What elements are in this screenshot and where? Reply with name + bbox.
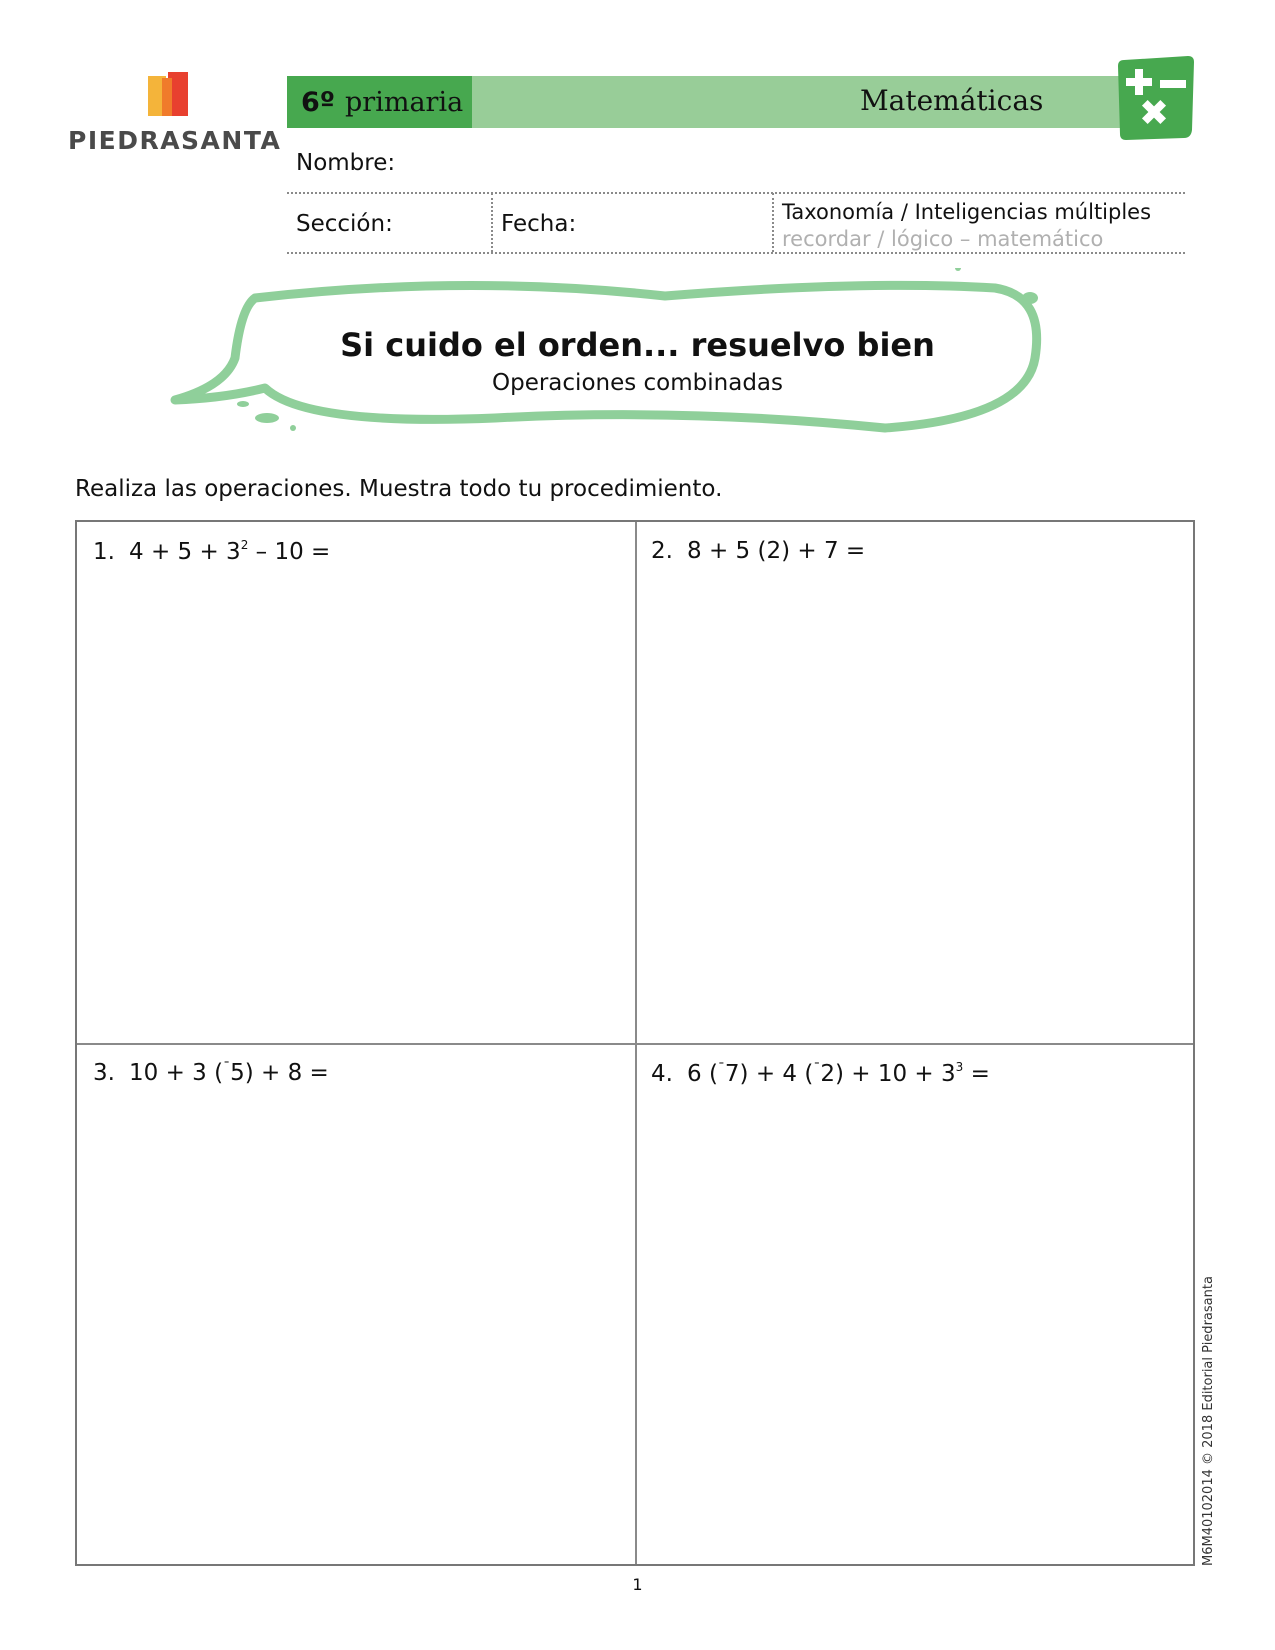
subject-title: Matemáticas — [860, 84, 1044, 117]
grade-badge — [287, 76, 472, 128]
page-number: 1 — [632, 1575, 643, 1594]
book-logo-icon — [144, 70, 194, 120]
negative-sign: ¯ — [813, 1061, 821, 1077]
problem-2 — [651, 538, 865, 564]
taxonomy-value: recordar / lógico – matemático — [782, 227, 1104, 251]
publisher-name: PIEDRASANTA — [68, 126, 282, 155]
exponent: 2 — [240, 538, 249, 552]
expression-part: 5) + 8 = — [230, 1060, 329, 1086]
expression-part: 7) + 4 ( — [724, 1061, 814, 1087]
grid-divider — [77, 1043, 1193, 1045]
problem-3 — [93, 1060, 329, 1086]
negative-sign: ¯ — [223, 1060, 231, 1076]
problem-4 — [651, 1060, 990, 1087]
expression-part: = — [963, 1061, 990, 1087]
dotted-divider — [772, 193, 774, 252]
date-label: Fecha: — [501, 211, 577, 237]
publisher-logo — [62, 66, 282, 166]
exponent: 3 — [955, 1060, 964, 1074]
expression: 8 + 5 (2) + 7 = — [687, 538, 866, 564]
expression-part: 6 ( — [687, 1061, 718, 1087]
dotted-divider — [491, 193, 493, 252]
grade-level: primaria — [345, 86, 464, 118]
name-label: Nombre: — [296, 150, 396, 176]
problem-number: 1. — [93, 539, 115, 565]
copyright-code: M6M40102014 © 2018 Editorial Piedrasanta — [1201, 1276, 1216, 1566]
dotted-divider — [287, 252, 1185, 254]
negative-sign: ¯ — [717, 1061, 725, 1077]
taxonomy-label: Taxonomía / Inteligencias múltiples — [782, 200, 1152, 224]
expression-part: 4 + 5 + 3 — [129, 539, 241, 565]
expression-part: 10 + 3 ( — [129, 1060, 224, 1086]
problem-number: 4. — [651, 1061, 673, 1087]
math-operations-icon — [1116, 54, 1196, 142]
grade-number: 6º — [301, 86, 336, 118]
expression-part: – 10 = — [248, 539, 331, 565]
problem-grid — [75, 520, 1195, 1566]
expression-part: 2) + 10 + 3 — [820, 1061, 956, 1087]
instructions: Realiza las operaciones. Muestra todo tu procedimiento. — [75, 476, 723, 502]
worksheet-title: Si cuido el orden... resuelvo bien — [340, 326, 935, 364]
problem-number: 3. — [93, 1060, 115, 1086]
problem-number: 2. — [651, 538, 673, 564]
worksheet-subtitle: Operaciones combinadas — [492, 370, 783, 396]
dotted-divider — [287, 192, 1185, 194]
section-label: Sección: — [296, 211, 393, 237]
problem-1 — [93, 538, 330, 565]
